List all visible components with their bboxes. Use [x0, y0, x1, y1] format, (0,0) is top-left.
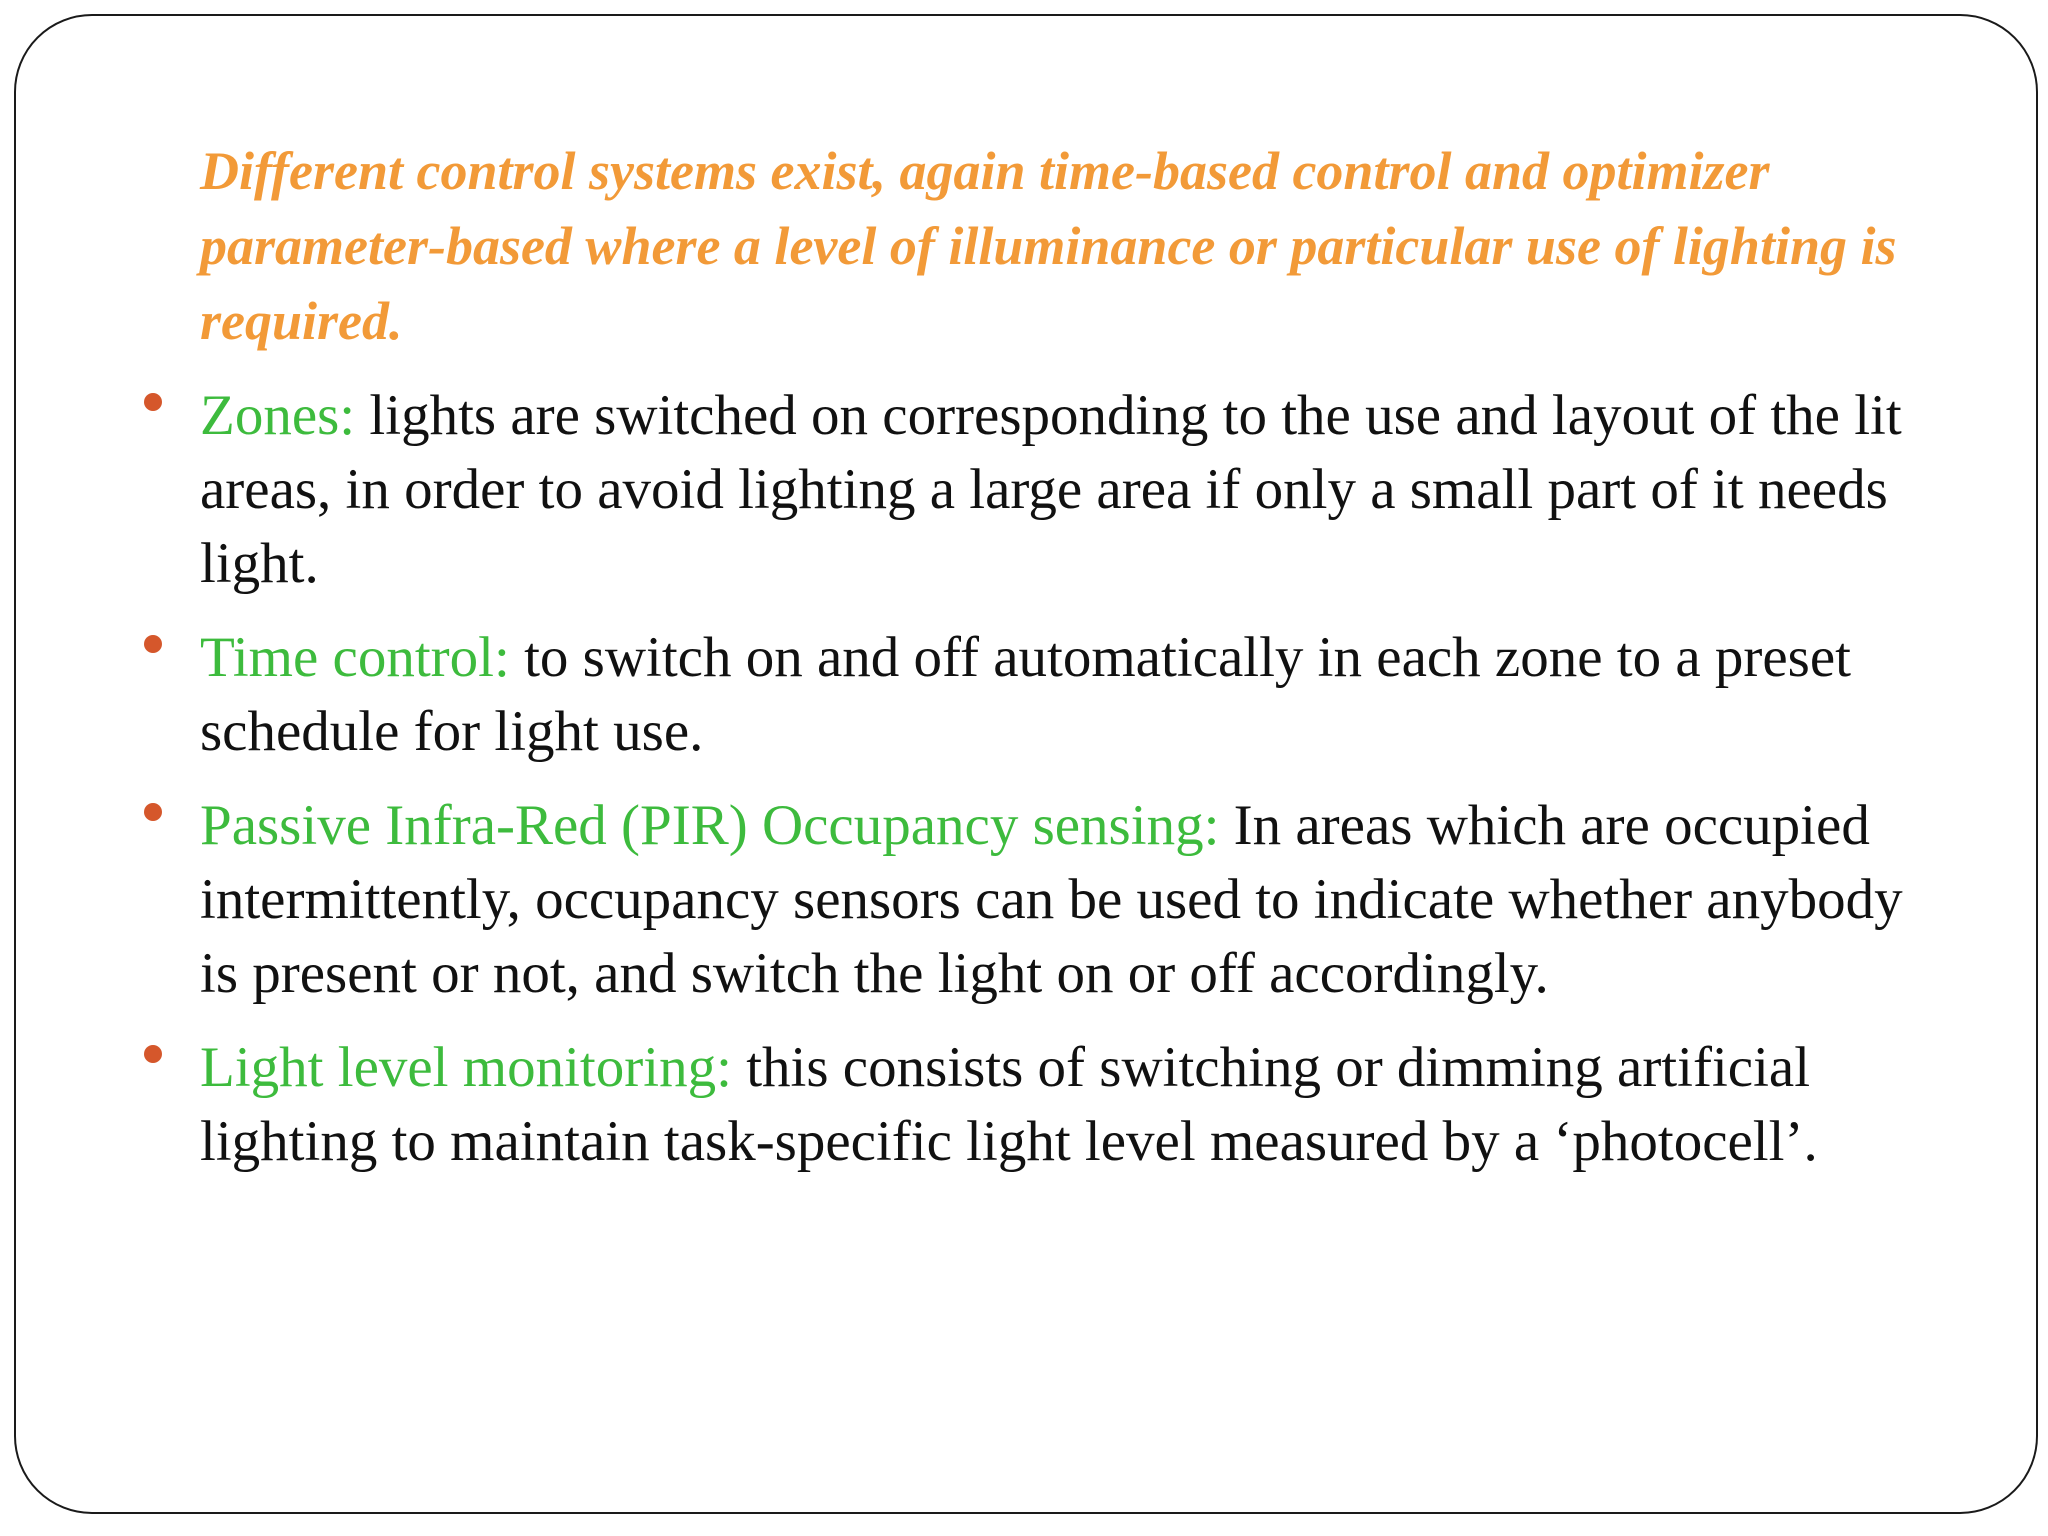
- bullet-term: Time control:: [200, 626, 510, 689]
- bullet-term: Passive Infra-Red (PIR) Occupancy sensing:: [200, 794, 1220, 857]
- bullet-time-control: [200, 621, 1940, 769]
- bullet-text: lights are switched on corresponding to the use and layout of the lit areas, in order to avoid lighting a large area if only a small part of it needs light.: [200, 384, 1902, 595]
- bullet-dot-icon: [144, 635, 162, 653]
- bullet-text: to switch on and off automatically in each zone to a preset schedule for light use.: [200, 626, 1851, 763]
- bullet-zones: [200, 379, 1940, 601]
- bullet-term: Light level monitoring:: [200, 1036, 732, 1099]
- bullet-text: In areas which are occupied intermittently, occupancy sensors can be used to indicate whether anybody is present or not, and switch the light on or off accordingly.: [200, 794, 1903, 1005]
- bullet-term: Zones:: [200, 384, 356, 447]
- bullet-dot-icon: [144, 1045, 162, 1063]
- slide-frame: [14, 14, 2038, 1514]
- bullet-list: [200, 379, 1940, 1179]
- bullet-light-level: [200, 1031, 1940, 1179]
- bullet-text: this consists of switching or dimming artificial lighting to maintain task-specific light level measured by a ‘photocell’.: [200, 1036, 1818, 1173]
- bullet-dot-icon: [144, 803, 162, 821]
- intro-paragraph: Different control systems exist, again time-based control and optimizer parameter-based where a level of illuminance or particular use of lighting is required.: [200, 141, 1897, 351]
- bullet-pir-occupancy: [200, 789, 1940, 1011]
- bullet-dot-icon: [144, 393, 162, 411]
- slide-content: [200, 134, 1940, 1199]
